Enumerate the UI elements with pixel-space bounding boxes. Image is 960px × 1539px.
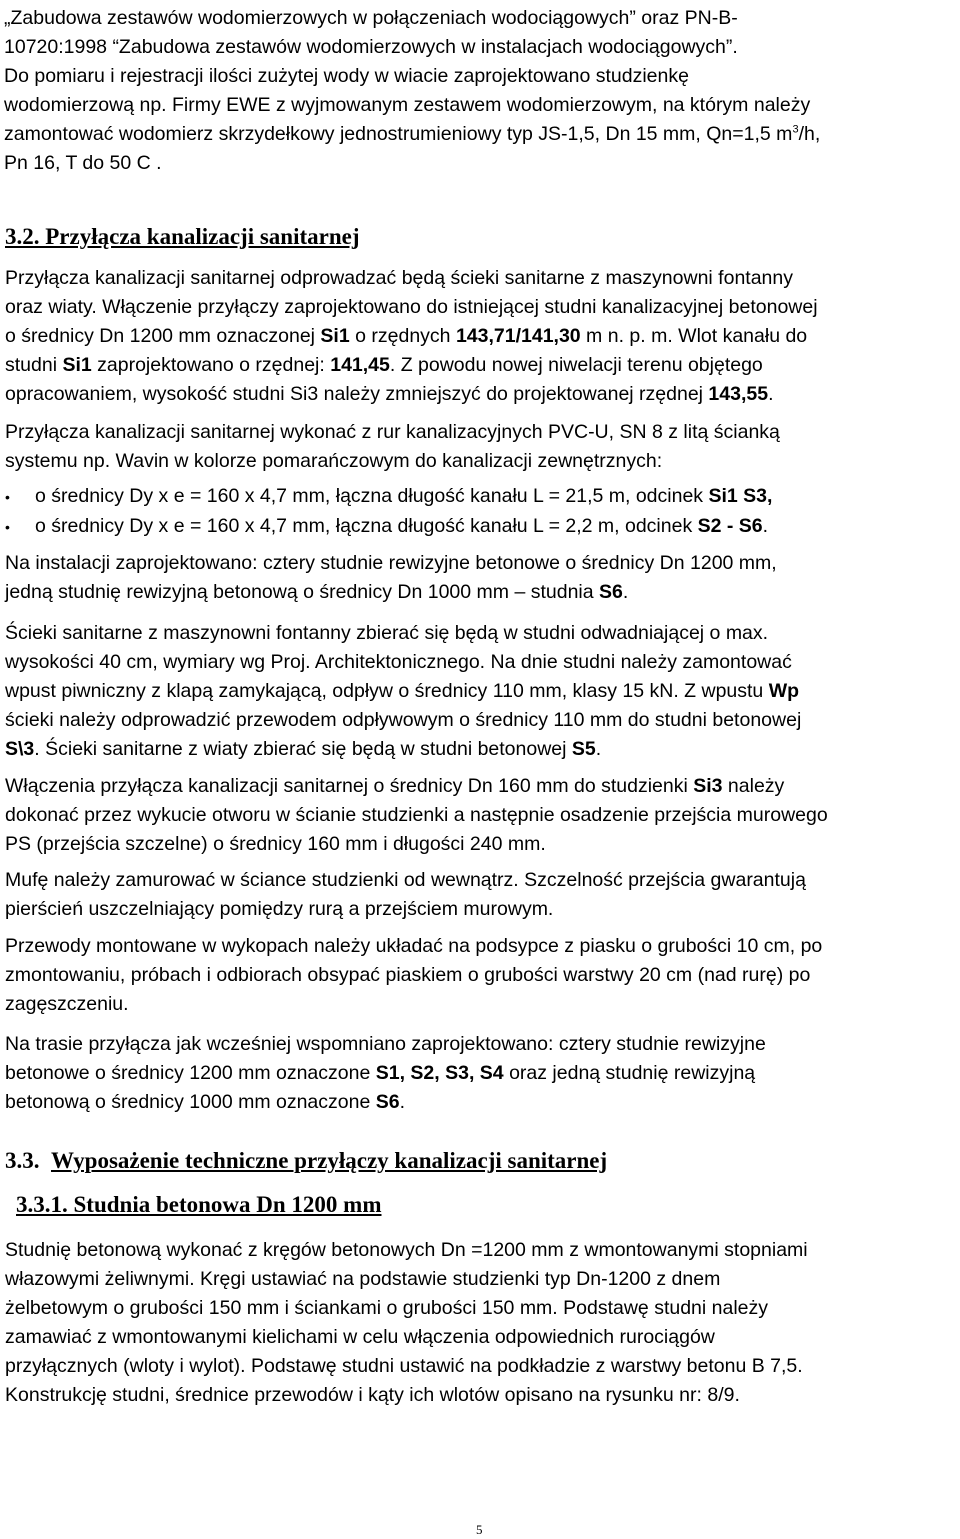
text-line: Przyłącza kanalizacji sanitarnej wykonać z rur kanalizacyjnych PVC-U, SN 8 z litą ścianką xyxy=(5,421,780,443)
bullet-icon: • xyxy=(5,519,10,535)
text-line: betonowe o średnicy 1200 mm oznaczone S1, S2, S3, S4 oraz jedną studnię rewizyjną xyxy=(5,1062,756,1084)
text-line: opracowaniem, wysokość studni Si3 należy zmniejszyć do projektowanej rzędnej 143,55. xyxy=(5,383,774,405)
text-line: wpust piwniczny z klapą zamykającą, odpływ o średnicy 110 mm, klasy 15 kN. Z wpustu Wp xyxy=(5,680,800,702)
text-line: Pn 16, T do 50 C . xyxy=(4,152,162,174)
text-line: Na instalacji zaprojektowano: cztery studnie rewizyjne betonowe o średnicy Dn 1200 mm, xyxy=(5,552,777,574)
text-line: oraz wiaty. Włączenie przyłączy zaprojektowano do istniejącej studni kanalizacyjnej betonowej xyxy=(5,296,818,318)
text-line: jedną studnię rewizyjną betonową o średnicy Dn 1000 mm – studnia S6. xyxy=(5,581,629,603)
text-line: zmontowaniu, próbach i odbiorach obsypać piaskiem o grubości warstwy 20 cm (nad rurę) po xyxy=(5,964,811,986)
section-heading-3-3-1: 3.3.1. Studnia betonowa Dn 1200 mm xyxy=(16,1192,382,1217)
paragraph xyxy=(5,549,955,607)
paragraph xyxy=(5,418,955,476)
text-line: PS (przejścia szczelne) o średnicy 160 mm i długości 240 mm. xyxy=(5,833,546,855)
text-line: żelbetowym o grubości 150 mm i ściankami o grubości 150 mm. Podstawę studni należy xyxy=(5,1297,769,1319)
intro-paragraph xyxy=(4,4,956,178)
text-line: S\3. Ścieki sanitarne z wiaty zbierać się będą w studni betonowej S5. xyxy=(5,738,602,760)
text-line: Przyłącza kanalizacji sanitarnej odprowadzać będą ścieki sanitarne z maszynowni fontanny xyxy=(5,267,793,289)
list-item: • o średnicy Dy x e = 160 x 4,7 mm, łączna długość kanału L = 21,5 m, odcinek Si1 S3, xyxy=(5,482,955,512)
paragraph xyxy=(5,1236,955,1410)
text-line: wodomierzową np. Firmy EWE z wyjmowanym zestawem wodomierzowym, na którym należy xyxy=(4,94,811,116)
text-line: włazowymi żeliwnymi. Kręgi ustawiać na podstawie studzienki typ Dn-1200 z dnem xyxy=(5,1268,721,1290)
section-heading-3-2: 3.2. Przyłącza kanalizacji sanitarnej xyxy=(5,224,360,249)
text-line: Przewody montowane w wykopach należy układać na podsypce z piasku o grubości 10 cm, po xyxy=(5,935,823,957)
paragraph xyxy=(5,866,955,924)
text-line: Włączenia przyłącza kanalizacji sanitarnej o średnicy Dn 160 mm do studzienki Si3 należy xyxy=(5,775,785,797)
bullet-icon: • xyxy=(5,489,10,505)
text-line: 10720:1998 “Zabudowa zestawów wodomierzowych w instalacjach wodociągowych”. xyxy=(4,36,738,58)
list-item: • o średnicy Dy x e = 160 x 4,7 mm, łączna długość kanału L = 2,2 m, odcinek S2 - S6. xyxy=(5,512,955,542)
text-line: zamontować wodomierz skrzydełkowy jednostrumieniowy typ JS-1,5, Dn 15 mm, Qn=1,5 $m^3/h$, xyxy=(4,123,821,145)
text-line: przyłącznych (wloty i wylot). Podstawę studni ustawić na podkładzie z warstwy betonu B 7,5. xyxy=(5,1355,803,1377)
paragraph xyxy=(5,772,955,859)
text-line: Na trasie przyłącza jak wcześniej wspomniano zaprojektowano: cztery studnie rewizyjne xyxy=(5,1033,766,1055)
text-line: Studnię betonową wykonać z kręgów betonowych Dn =1200 mm z wmontowanymi stopniami xyxy=(5,1239,808,1261)
text-line: dokonać przez wykucie otworu w ścianie studzienki a następnie osadzenie przejścia murowego xyxy=(5,804,828,826)
text-line: betonową o średnicy 1000 mm oznaczone S6. xyxy=(5,1091,406,1113)
paragraph xyxy=(5,1030,955,1117)
text-line: wysokości 40 cm, wymiary wg Proj. Architektonicznego. Na dnie studni należy zamontować xyxy=(5,651,792,673)
text-line: zagęszczeniu. xyxy=(5,993,129,1015)
text-line: Konstrukcję studni, średnice przewodów i kąty ich wlotów opisano na rysunku nr: 8/9. xyxy=(5,1384,740,1406)
text-line: „Zabudowa zestawów wodomierzowych w połączeniach wodociągowych” oraz PN-B- xyxy=(4,7,738,29)
text-line: o średnicy Dn 1200 mm oznaczonej Si1 o rzędnych 143,71/141,30 m n. p. m. Wlot kanału do xyxy=(5,325,808,347)
text-line: studni Si1 zaprojektowano o rzędnej: 141,45. Z powodu nowej niwelacji terenu objętego xyxy=(5,354,763,376)
text-line: Ścieki sanitarne z maszynowni fontanny zbierać się będą w studni odwadniającej o max. xyxy=(5,622,769,644)
text-line: zamawiać z wmontowanymi kielichami w celu włączenia odpowiednich rurociągów xyxy=(5,1326,715,1348)
text-line: Do pomiaru i rejestracji ilości zużytej wody w wiacie zaprojektowano studzienkę xyxy=(4,65,689,87)
page-number: 5 xyxy=(476,1522,483,1537)
section-heading-3-3: 3.3. Wyposażenie techniczne przyłączy kanalizacji sanitarnej xyxy=(5,1148,608,1173)
bullet-list xyxy=(5,482,955,542)
text-line: systemu np. Wavin w kolorze pomarańczowym do kanalizacji zewnętrznych: xyxy=(5,450,663,472)
text-line: pierścień uszczelniający pomiędzy rurą a przejściem murowym. xyxy=(5,898,554,920)
paragraph xyxy=(5,932,955,1019)
text-line: Mufę należy zamurować w ściance studzienki od wewnątrz. Szczelność przejścia gwarantują xyxy=(5,869,806,891)
text-line: ścieki należy odprowadzić przewodem odpływowym o średnicy 110 mm do studni betonowej xyxy=(5,709,802,731)
paragraph xyxy=(5,619,955,764)
paragraph xyxy=(5,264,955,409)
